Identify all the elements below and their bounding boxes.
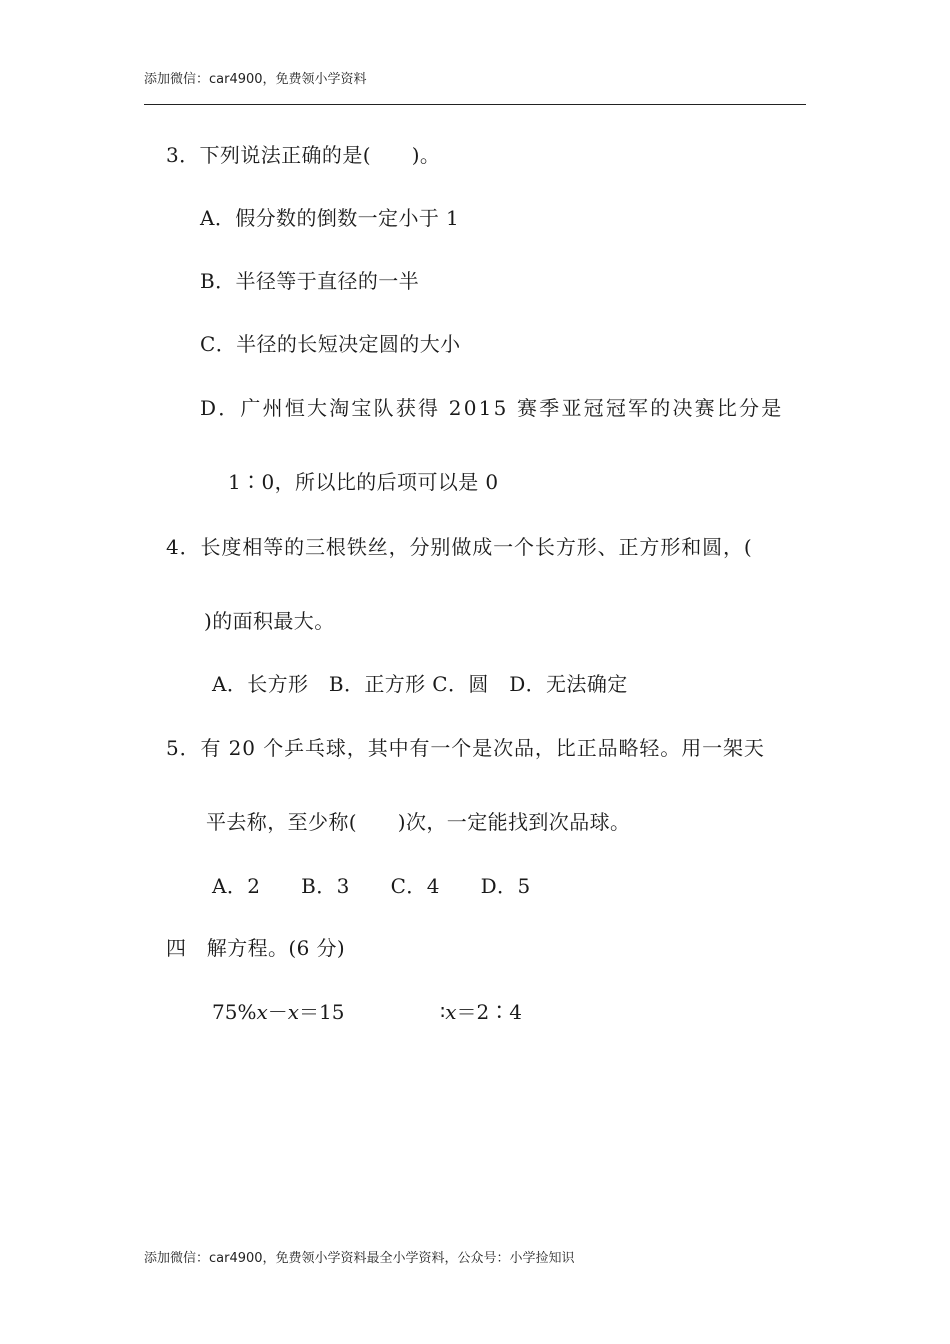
equation-1-variable-2: x — [287, 1000, 300, 1024]
question-5-options: A．2 B．3 C．4 D．5 — [212, 874, 531, 898]
page-header: 添加微信：car4900，免费领小学资料 — [144, 72, 367, 87]
equation-2-rest: ＝2∶4 — [456, 1000, 522, 1024]
question-4-options: A．长方形 B．正方形 C．圆 D．无法确定 — [212, 672, 628, 696]
equation-1-minus: － — [267, 1000, 288, 1024]
question-4-stem-continued: )的面积最大。 — [204, 609, 335, 633]
equation-1 — [212, 996, 344, 1025]
question-4-stem: 4．长度相等的三根铁丝，分别做成一个长方形、正方形和圆，( — [166, 535, 753, 559]
equation-2-prefix: ∶ — [440, 1000, 446, 1024]
page-footer: 添加微信：car4900，免费领小学资料最全小学资料，公众号：小学捡知识 — [144, 1251, 575, 1266]
equation-1-variable-1: x — [256, 1000, 268, 1024]
equation-2-variable: x — [445, 1000, 457, 1024]
equation-2 — [440, 996, 522, 1025]
question-5-stem-continued: 平去称，至少称( )次，一定能找到次品球。 — [206, 810, 631, 834]
question-3-option-d-continued: 1∶0，所以比的后项可以是 0 — [228, 470, 499, 494]
question-3-option-c: C．半径的长短决定圆的大小 — [200, 332, 461, 356]
equation-1-prefix: 75% — [212, 1000, 257, 1024]
header-divider — [144, 104, 806, 105]
question-5-stem: 5．有 20 个乒乓球，其中有一个是次品，比正品略轻。用一架天 — [166, 736, 765, 760]
question-3-stem: 3．下列说法正确的是( )。 — [166, 143, 441, 167]
question-3-option-d: D．广州恒大淘宝队获得 2015 赛季亚冠冠军的决赛比分是 — [200, 396, 784, 420]
question-3-option-b: B．半径等于直径的一半 — [200, 269, 420, 293]
question-3-option-a: A．假分数的倒数一定小于 1 — [200, 206, 460, 230]
equation-1-rest: ＝15 — [299, 1000, 345, 1024]
section-4-title: 四 解方程。(6 分) — [166, 936, 346, 960]
